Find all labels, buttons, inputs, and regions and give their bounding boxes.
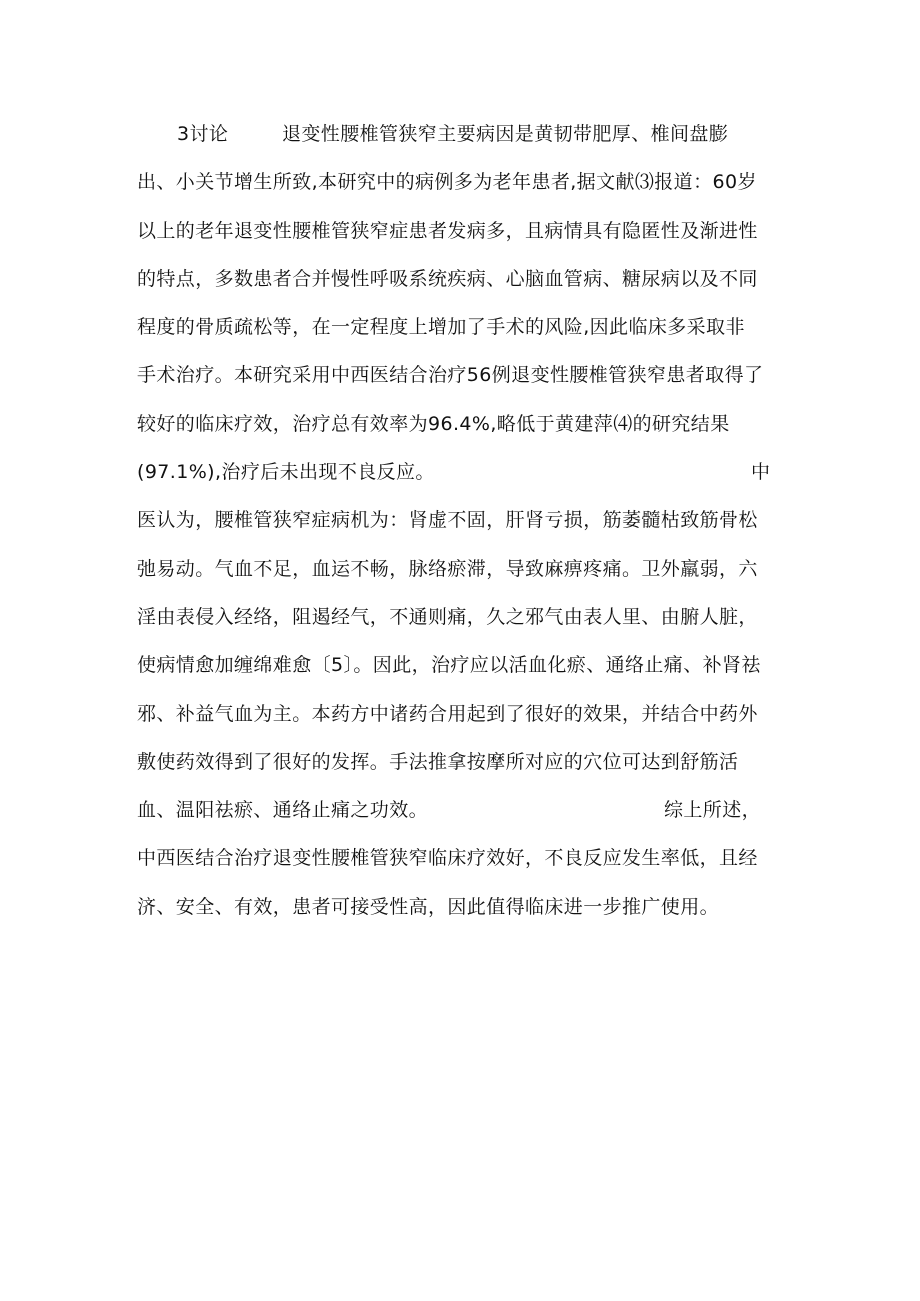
- text-line: [137, 641, 797, 689]
- text-segment: 的特点，多数患者合并慢性呼吸系统疾病、心脑血管病、糖尿病以及不同: [137, 267, 758, 290]
- text-segment: 退变性腰椎管狭窄主要病因是黄韧带肥厚、椎间盘膨: [282, 123, 729, 145]
- text-segment: 3讨论: [177, 123, 229, 145]
- text-line: [137, 738, 797, 786]
- text-segment: 以上的老年退变性腰椎管狭窄症患者发病多，且病情具有隐匿性及渐进性: [137, 219, 758, 242]
- text-line: [137, 448, 797, 496]
- text-line: [137, 158, 797, 206]
- text-line: [137, 593, 797, 641]
- text-line: [137, 207, 797, 255]
- text-segment: 综上所述，: [664, 799, 762, 822]
- text-line: [137, 545, 797, 593]
- text-segment: 手术治疗。本研究采用中西医结合治疗56例退变性腰椎管狭窄患者取得了: [137, 364, 764, 387]
- text-segment: 血、温阳祛瘀、通络止痛之功效。: [137, 799, 429, 822]
- text-segment: 程度的骨质疏松等，在一定程度上增加了手术的风险,因此临床多采取非: [137, 316, 745, 339]
- text-line: [137, 400, 797, 448]
- body-text: [137, 110, 797, 931]
- text-segment: 中: [751, 461, 771, 484]
- text-segment: 使病情愈加缠绵难愈〔5〕。因此，治疗应以活血化瘀、通络止痛、补肾祛: [137, 654, 761, 677]
- text-line: [137, 883, 797, 931]
- text-segment: 济、安全、有效，患者可接受性高，因此值得临床进一步推广使用。: [137, 895, 720, 918]
- text-segment: 邪、补益气血为主。本药方中诸药合用起到了很好的效果，并结合中药外: [137, 702, 758, 725]
- text-segment: 出、小关节增生所致,本研究中的病例多为老年患者,据文献⑶报道：60岁: [137, 171, 757, 194]
- text-line: [137, 110, 797, 158]
- text-line: [137, 303, 797, 351]
- text-line: [137, 690, 797, 738]
- text-segment: (97.1%),治疗后未出现不良反应。: [137, 461, 435, 484]
- text-segment: 弛易动。气血不足，血运不畅，脉络瘀滞，导致麻痹疼痛。卫外羸弱，六: [137, 557, 758, 580]
- text-segment: 中西医结合治疗退变性腰椎管狭窄临床疗效好，不良反应发生率低，且经: [137, 847, 758, 870]
- text-segment: 医认为，腰椎管狭窄症病机为：肾虚不固，肝肾亏损，筋萎髓枯致筋骨松: [137, 509, 758, 532]
- text-segment: 敷使药效得到了很好的发挥。手法推拿按摩所对应的穴位可达到舒筋活: [137, 750, 739, 773]
- text-line: [137, 496, 797, 544]
- text-segment: 淫由表侵入经络，阻遏经气，不通则痛，久之邪气由表人里、由腑人脏，: [137, 605, 758, 628]
- text-line: [137, 834, 797, 882]
- text-line: [137, 255, 797, 303]
- text-line: [137, 351, 797, 399]
- text-segment: 较好的临床疗效，治疗总有效率为96.4%,略低于黄建萍⑷的研究结果: [137, 412, 730, 435]
- text-line: [137, 786, 797, 834]
